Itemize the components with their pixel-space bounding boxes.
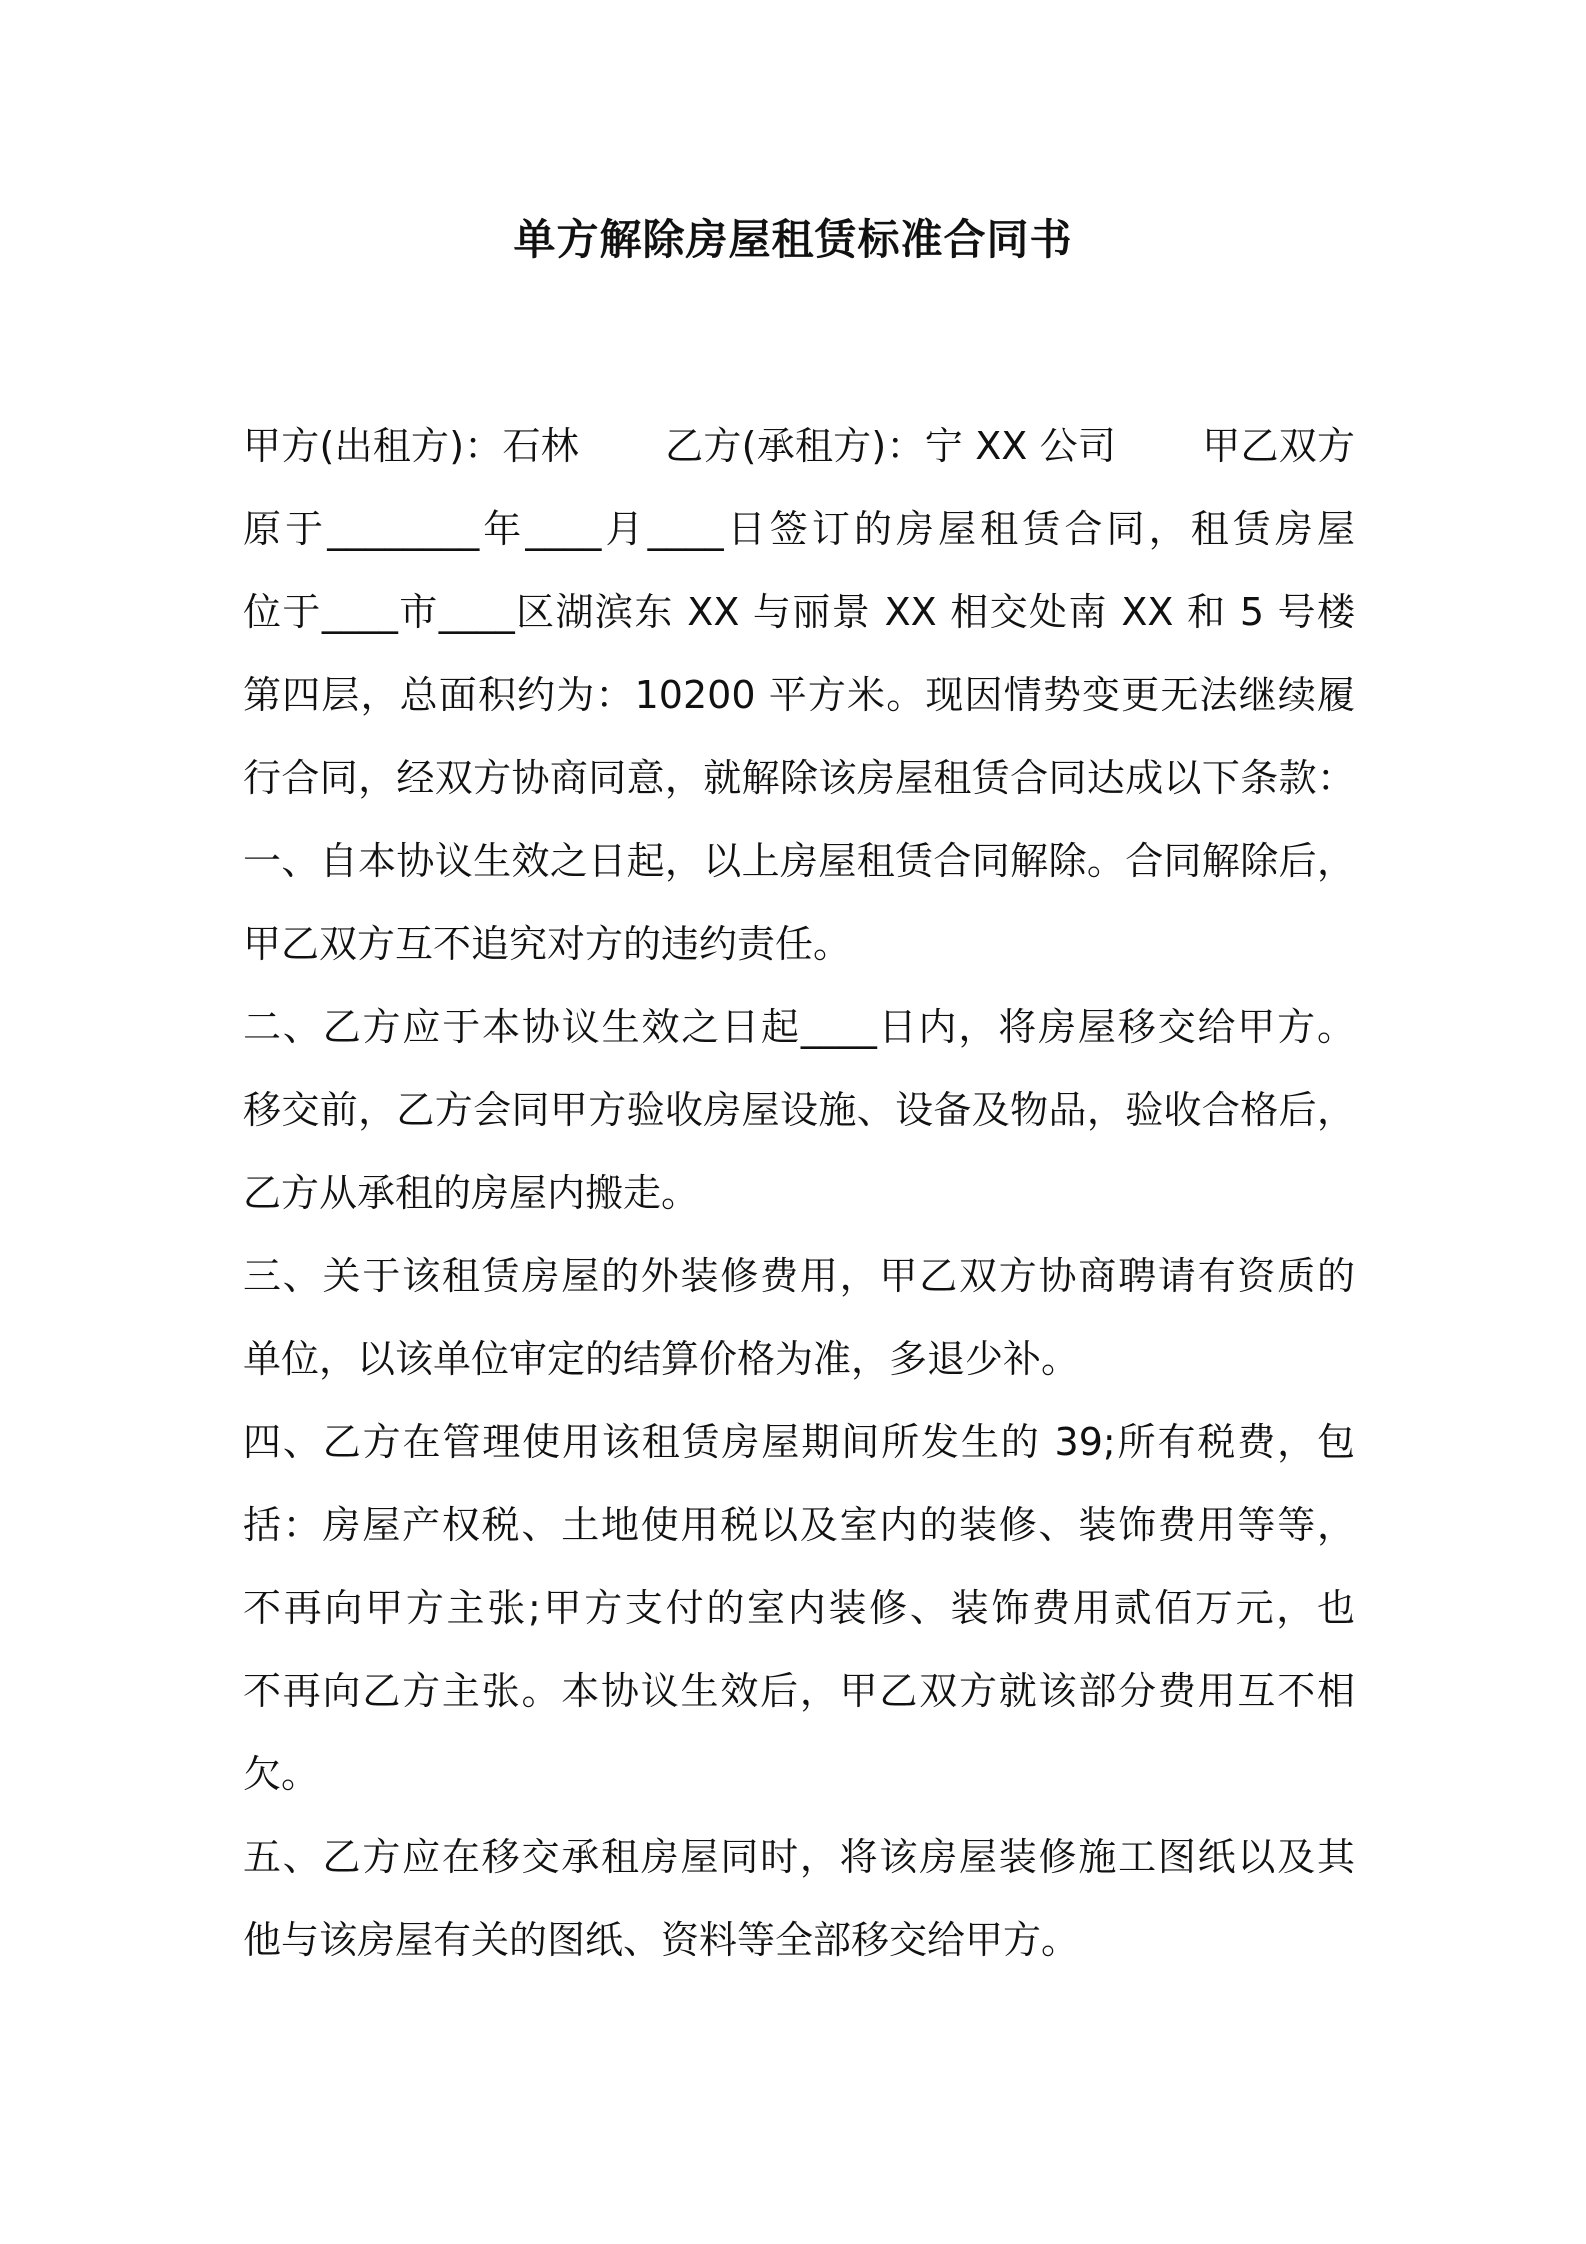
text-line: 他与该房屋有关的图纸、资料等全部移交给甲方。	[243, 1918, 1080, 1962]
text-line: 不再向乙方主张。本协议生效后，甲乙双方就该部分费用互不相	[243, 1669, 1355, 1713]
text-line: 欠。	[243, 1752, 320, 1796]
text-line: 原于________年____月____日签订的房屋租赁合同，租赁房屋	[243, 507, 1355, 551]
text-line: 甲乙双方互不追究对方的违约责任。	[243, 922, 852, 966]
text-line: 不再向甲方主张;甲方支付的室内装修、装饰费用贰佰万元，也	[243, 1586, 1355, 1630]
text-line: 单位，以该单位审定的结算价格为准，多退少补。	[243, 1337, 1080, 1381]
text-line: 一、自本协议生效之日起，以上房屋租赁合同解除。合同解除后，	[243, 839, 1355, 883]
text-line: 甲方(出租方)：石林 乙方(承租方)：宁 XX 公司 甲乙双方	[243, 424, 1355, 468]
text-line: 五、乙方应在移交承租房屋同时，将该房屋装修施工图纸以及其	[243, 1835, 1355, 1879]
text-line: 三、关于该租赁房屋的外装修费用，甲乙双方协商聘请有资质的	[243, 1254, 1355, 1298]
text-line: 乙方从承租的房屋内搬走。	[243, 1171, 700, 1215]
text-line: 括：房屋产权税、土地使用税以及室内的装修、装饰费用等等，	[243, 1503, 1355, 1547]
text-line: 位于____市____区湖滨东 XX 与丽景 XX 相交处南 XX 和 5 号楼	[243, 590, 1355, 634]
document-title: 单方解除房屋租赁标准合同书	[513, 215, 1073, 264]
text-line: 移交前，乙方会同甲方验收房屋设施、设备及物品，验收合格后，	[243, 1088, 1355, 1132]
text-line: 二、乙方应于本协议生效之日起____日内，将房屋移交给甲方。	[243, 1005, 1355, 1049]
text-line: 第四层，总面积约为：10200 平方米。现因情势变更无法继续履	[243, 673, 1355, 717]
text-line: 行合同，经双方协商同意，就解除该房屋租赁合同达成以下条款：	[243, 756, 1355, 800]
text-line: 四、乙方在管理使用该租赁房屋期间所发生的 39;所有税费，包	[243, 1420, 1355, 1464]
document-body	[243, 405, 1355, 1982]
